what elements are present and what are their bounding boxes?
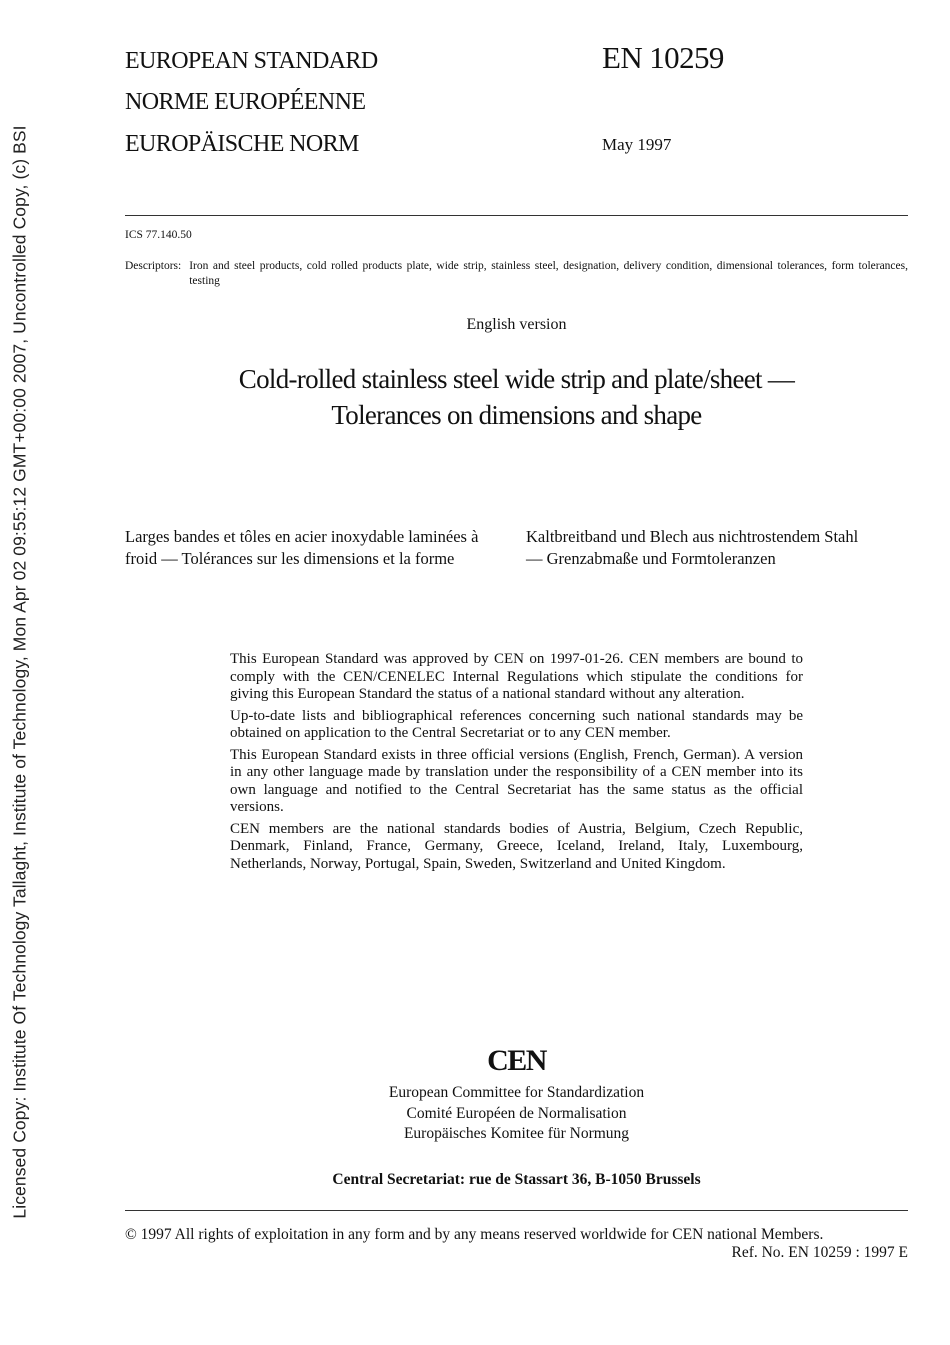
committee-name-fr: Comité Européen de Normalisation: [406, 1104, 627, 1122]
committee-name-de: Europäisches Komitee für Normung: [403, 1125, 630, 1142]
footer-divider: [125, 1210, 908, 1211]
license-watermark: Licensed Copy: Institute Of Technology Tallaght, Institute of Technology, Mon Apr 02 09:55:12 GMT+00:00 2007, Uncontrolled Copy, (c) BSI: [9, 125, 30, 1219]
copyright-notice: © 1997 All rights of exploitation in any form and by any means reserved worldwide for CEN national Members.: [125, 1226, 824, 1243]
descriptors-label: Descriptors:: [125, 260, 182, 272]
german-title: Kaltbreitband und Blech aus nichtrostendem Stahl — Grenzabmaße und Formtoleranzen: [526, 527, 859, 568]
version-label: English version: [466, 316, 567, 333]
note-versions: This European Standard exists in three official versions (English, French, German). A version in any other language made by translation under the responsibility of a CEN member into its own language and notified to the Central Secretariat has the same status as the official versions.: [230, 746, 803, 815]
title-german: EUROPÄISCHE NORM: [125, 131, 359, 157]
committee-names: [125, 1083, 908, 1145]
ics-code: ICS 77.140.50: [125, 229, 192, 241]
descriptors-block: [125, 259, 908, 289]
central-secretariat: Central Secretariat: rue de Stassart 36, B-1050 Brussels: [332, 1171, 701, 1188]
approval-notes: [230, 651, 803, 877]
publication-date: May 1997: [602, 135, 672, 154]
standard-number: EN 10259: [602, 40, 724, 75]
french-title: Larges bandes et tôles en acier inoxydable laminées à froid — Tolérances sur les dimensions et la forme: [125, 527, 479, 568]
note-members: CEN members are the national standards bodies of Austria, Belgium, Czech Republic, Denmark, Finland, France, Germany, Greece, Iceland, Ireland, Italy, Luxembourg, Netherlands, Norway, Portugal, Spain, Sweden, Switzerland and United Kingdom.: [230, 820, 803, 872]
committee-name-en: European Committee for Standardization: [388, 1084, 645, 1101]
title-english: EUROPEAN STANDARD: [125, 48, 378, 74]
cen-logo: CEN: [487, 1044, 546, 1077]
header-divider: [125, 215, 908, 216]
note-approval: This European Standard was approved by CEN on 1997-01-26. CEN members are bound to comply with the CEN/CENELEC Internal Regulations which stipulate the conditions for giving this European Standard the status of a national standard without any alteration.: [230, 651, 803, 702]
note-references: Up-to-date lists and bibliographical references concerning such national standards may be obtained on application to the Central Secretariat or to any CEN member.: [230, 707, 803, 741]
document-title: [125, 361, 908, 433]
descriptors-text: Iron and steel products, cold rolled products plate, wide strip, stainless steel, designation, delivery condition, dimensional tolerances, form tolerances, testing: [189, 260, 908, 287]
title-line-2: Tolerances on dimensions and shape: [331, 400, 702, 430]
title-line-1: Cold-rolled stainless steel wide strip and plate/sheet —: [238, 364, 795, 394]
reference-number: Ref. No. EN 10259 : 1997 E: [731, 1244, 908, 1261]
title-french: NORME EUROPÉENNE: [125, 89, 366, 115]
